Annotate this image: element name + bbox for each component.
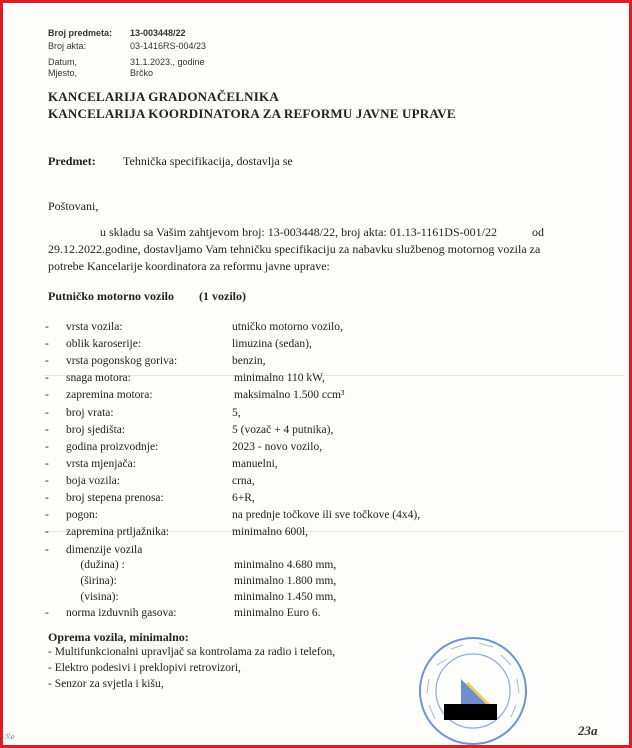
place-value: Brčko bbox=[130, 68, 154, 78]
spec-label: zapremina prtljažnika: bbox=[66, 526, 170, 538]
spec-label: broj vrata: bbox=[66, 407, 114, 419]
subject-label: Predmet: bbox=[48, 154, 96, 168]
spec-row bbox=[3, 441, 629, 457]
spec-label: pogon: bbox=[66, 509, 98, 521]
spec-row bbox=[3, 544, 629, 560]
spec-value: minimalno Euro 6. bbox=[234, 607, 321, 619]
spec-row bbox=[3, 321, 629, 337]
spec-label: (visina): bbox=[66, 591, 119, 603]
spec-row bbox=[3, 509, 629, 525]
spec-label: godina proizvodnje: bbox=[66, 441, 159, 453]
spec-label: vrsta pogonskog goriva: bbox=[66, 355, 178, 367]
spec-dash: - bbox=[45, 321, 49, 333]
spec-dash: - bbox=[45, 544, 49, 556]
case-number-label: Broj predmeta: bbox=[48, 28, 113, 38]
office-header-1: KANCELARIJA GRADONAČELNIKA bbox=[48, 89, 279, 104]
paragraph-line-3: potrebe Kancelarije koordinatora za reformu javne uprave: bbox=[48, 259, 330, 273]
spec-label: oblik karoserije: bbox=[66, 338, 142, 350]
spec-label: vrsta mjenjača: bbox=[66, 458, 136, 470]
spec-value: minimalno 600l, bbox=[232, 526, 309, 538]
spec-label: boja vozila: bbox=[66, 475, 120, 487]
spec-label: (dužina) : bbox=[66, 559, 125, 571]
equipment-item: - Senzor za svjetla i kišu, bbox=[48, 678, 164, 690]
spec-dash: - bbox=[45, 424, 49, 436]
paragraph-line-1-end: od bbox=[532, 225, 544, 239]
document-page bbox=[3, 3, 629, 745]
spec-value: minimalno 4.680 mm, bbox=[234, 559, 337, 571]
spec-row bbox=[3, 475, 629, 491]
spec-value: limuzina (sedan), bbox=[232, 338, 312, 350]
spec-value: utničko motorno vozilo, bbox=[232, 321, 343, 333]
spec-row bbox=[3, 338, 629, 354]
spec-value: 5 (vozač + 4 putnika), bbox=[232, 424, 334, 436]
spec-dash: - bbox=[45, 607, 49, 619]
spec-row bbox=[3, 372, 629, 388]
spec-label: vrsta vozila: bbox=[66, 321, 123, 333]
spec-row bbox=[3, 526, 629, 542]
spec-label: dimenzije vozila bbox=[66, 544, 143, 556]
spec-value: benzin, bbox=[232, 355, 266, 367]
case-number-value: 13-003448/22 bbox=[130, 28, 186, 38]
spec-row bbox=[3, 607, 629, 623]
place-label: Mjesto, bbox=[48, 68, 78, 78]
spec-label: norma izduvnih gasova: bbox=[66, 607, 177, 619]
spec-dash: - bbox=[45, 441, 49, 453]
spec-dash: - bbox=[45, 407, 49, 419]
equipment-title: Oprema vozila, minimalno: bbox=[48, 630, 189, 644]
corner-mark: ℛℯ bbox=[5, 734, 15, 741]
date-label: Datum, bbox=[48, 57, 78, 67]
spec-value: crna, bbox=[232, 475, 255, 487]
vehicle-section-count: (1 vozilo) bbox=[199, 289, 246, 303]
spec-value: minimalno 1.800 mm, bbox=[234, 575, 337, 587]
spec-dash: - bbox=[45, 338, 49, 350]
spec-row bbox=[3, 591, 629, 607]
act-number-label: Broj akta: bbox=[48, 41, 87, 51]
spec-label: (širina): bbox=[66, 575, 117, 587]
spec-dash: - bbox=[45, 526, 49, 538]
spec-dash: - bbox=[45, 509, 49, 521]
spec-value: 2023 - novo vozilo, bbox=[232, 441, 323, 453]
equipment-item: - Multifunkcionalni upravljač sa kontrolama za radio i telefon, bbox=[48, 646, 336, 658]
spec-row bbox=[3, 458, 629, 474]
spec-value: 5, bbox=[232, 407, 241, 419]
spec-value: manuelni, bbox=[232, 458, 278, 470]
spec-value: 6+R, bbox=[232, 492, 255, 504]
spec-value: maksimalno 1.500 ccm³ bbox=[234, 389, 345, 401]
spec-label: snaga motora: bbox=[66, 372, 131, 384]
redaction-box bbox=[444, 704, 497, 720]
spec-label: zapremina motora: bbox=[66, 389, 153, 401]
spec-label: broj sjedišta: bbox=[66, 424, 126, 436]
spec-dash: - bbox=[45, 475, 49, 487]
vehicle-section-title: Putničko motorno vozilo bbox=[48, 289, 174, 303]
spec-row bbox=[3, 355, 629, 371]
spec-row bbox=[3, 575, 629, 591]
spec-value: minimalno 110 kW, bbox=[234, 372, 325, 384]
official-stamp bbox=[417, 635, 529, 745]
spec-value: minimalno 1.450 mm, bbox=[234, 591, 337, 603]
act-number-value: 03-1416RS-004/23 bbox=[130, 41, 207, 51]
paragraph-line-2: 29.12.2022.godine, dostavljamo Vam tehničku specifikaciju za nabavku službenog motornog vozila za bbox=[48, 242, 541, 256]
page-number: 23a bbox=[578, 723, 598, 738]
spec-dash: - bbox=[45, 458, 49, 470]
spec-row bbox=[3, 389, 629, 405]
office-header-2: KANCELARIJA KOORDINATORA ZA REFORMU JAVNE UPRAVE bbox=[48, 106, 456, 121]
spec-dash: - bbox=[45, 372, 49, 384]
spec-row bbox=[3, 424, 629, 440]
subject-value: Tehnička specifikacija, dostavlja se bbox=[123, 154, 293, 168]
date-value: 31.1.2023., godine bbox=[130, 57, 205, 67]
spec-label: broj stepena prenosa: bbox=[66, 492, 164, 504]
spec-row bbox=[3, 559, 629, 575]
paragraph-line-1: u skladu sa Vašim zahtjevom broj: 13-003448/22, broj akta: 01.13-1161DS-001/22 bbox=[100, 225, 497, 239]
equipment-item: - Elektro podesivi i preklopivi retrovizori, bbox=[48, 662, 241, 674]
spec-dash: - bbox=[45, 355, 49, 367]
spec-row bbox=[3, 407, 629, 423]
greeting: Poštovani, bbox=[48, 199, 99, 213]
spec-row bbox=[3, 492, 629, 508]
spec-dash: - bbox=[45, 492, 49, 504]
spec-dash: - bbox=[45, 389, 49, 401]
spec-value: na prednje točkove ili sve točkove (4x4), bbox=[232, 509, 421, 521]
